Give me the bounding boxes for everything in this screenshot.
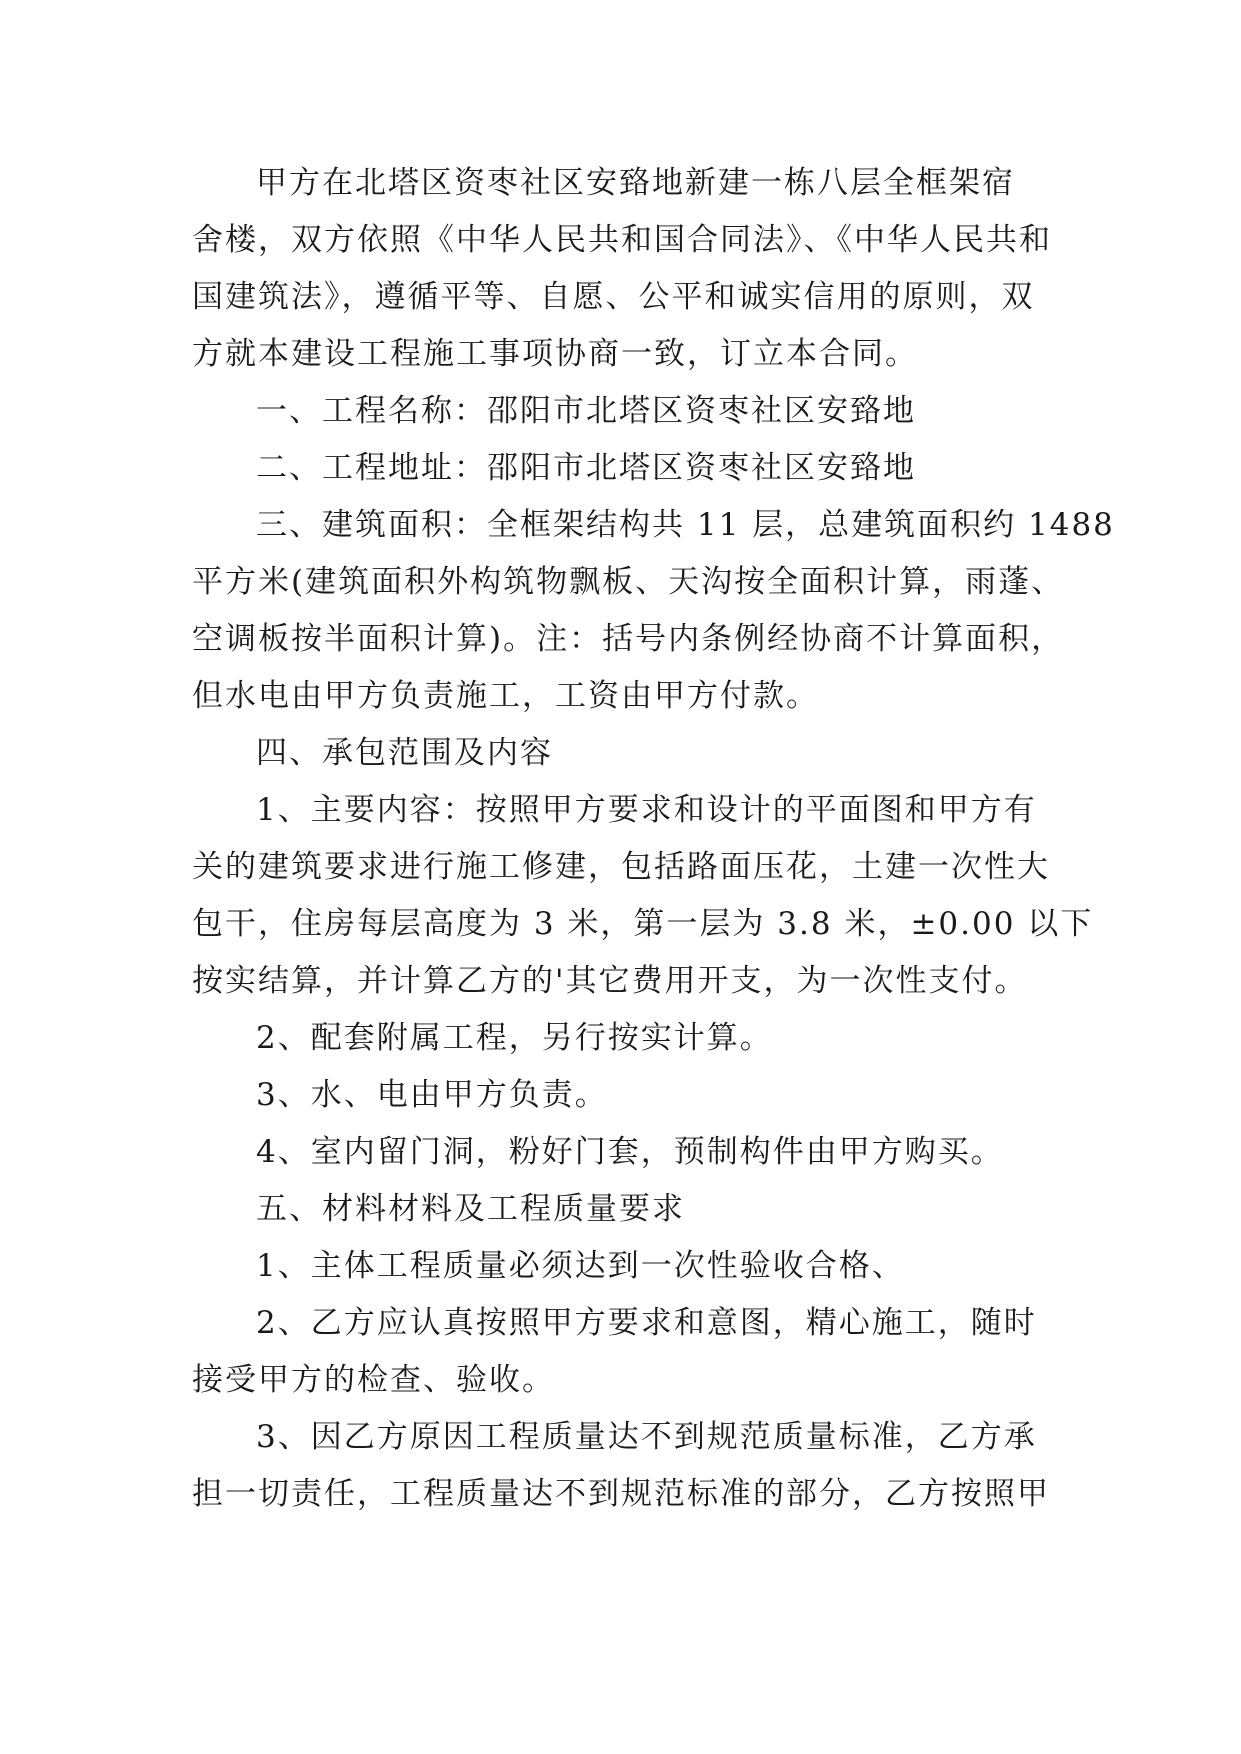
paragraph-line: 1、主要内容：按照甲方要求和设计的平面图和甲方有 — [256, 792, 1037, 828]
paragraph-line: 2、乙方应认真按照甲方要求和意图，精心施工，随时 — [256, 1305, 1037, 1341]
paragraph-line: 3、水、电由甲方负责。 — [256, 1077, 608, 1113]
document-body — [192, 155, 1115, 1523]
paragraph-line: 平方米(建筑面积外构筑物飘板、天沟按全面积计算，雨蓬、 — [192, 564, 1065, 600]
paragraph-line: 接受甲方的检查、验收。 — [192, 1362, 555, 1398]
paragraph-line: 2、配套附属工程，另行按实计算。 — [256, 1020, 773, 1056]
paragraph-line: 一、工程名称：邵阳市北塔区资枣社区安臵地 — [256, 393, 916, 429]
paragraph-line: 3、因乙方原因工程质量达不到规范质量标准，乙方承 — [256, 1419, 1037, 1455]
paragraph-line: 包干，住房每层高度为 3 米，第一层为 3.8 米，±0.00 以下 — [192, 906, 1094, 942]
paragraph-scope-1 — [192, 782, 1094, 1010]
paragraph-line: 舍楼，双方依照《中华人民共和国合同法》、《中华人民共和 — [192, 222, 1052, 258]
section-heading-quality — [192, 1181, 1058, 1238]
paragraph-line: 但水电由甲方负责施工，工资由甲方付款。 — [192, 678, 819, 714]
paragraph-project-address — [192, 440, 1058, 497]
section-heading-scope — [192, 725, 1058, 782]
paragraph-intro — [192, 155, 1058, 383]
paragraph-line: 甲方在北塔区资枣社区安臵地新建一栋八层全框架宿 — [256, 165, 1015, 201]
paragraph-line: 按实结算，并计算乙方的'其它费用开支，为一次性支付。 — [192, 963, 1028, 999]
paragraph-line: 四、承包范围及内容 — [256, 735, 553, 771]
paragraph-line: 三、建筑面积：全框架结构共 11 层，总建筑面积约 1488 — [256, 507, 1115, 543]
paragraph-line: 1、主体工程质量必须达到一次性验收合格、 — [256, 1248, 905, 1284]
paragraph-project-name — [192, 383, 1058, 440]
paragraph-scope-4 — [192, 1124, 1058, 1181]
paragraph-line: 关的建筑要求进行施工修建，包括路面压花，土建一次性大 — [192, 849, 1050, 885]
paragraph-line: 国建筑法》，遵循平等、自愿、公平和诚实信用的原则，双 — [192, 279, 1035, 315]
paragraph-line: 五、材料材料及工程质量要求 — [256, 1191, 685, 1227]
paragraph-line: 二、工程地址：邵阳市北塔区资枣社区安臵地 — [256, 450, 916, 486]
paragraph-scope-2 — [192, 1010, 1058, 1067]
paragraph-quality-1 — [192, 1238, 1058, 1295]
paragraph-line: 4、室内留门洞，粉好门套，预制构件由甲方购买。 — [256, 1134, 1004, 1170]
paragraph-line: 方就本建设工程施工事项协商一致，订立本合同。 — [192, 336, 918, 372]
paragraph-scope-3 — [192, 1067, 1058, 1124]
paragraph-quality-3 — [192, 1409, 1058, 1523]
paragraph-line: 空调板按半面积计算)。注：括号内条例经协商不计算面积， — [192, 621, 1065, 657]
paragraph-building-area — [192, 497, 1115, 725]
paragraph-line: 担一切责任，工程质量达不到规范标准的部分，乙方按照甲 — [192, 1476, 1050, 1512]
paragraph-quality-2 — [192, 1295, 1058, 1409]
